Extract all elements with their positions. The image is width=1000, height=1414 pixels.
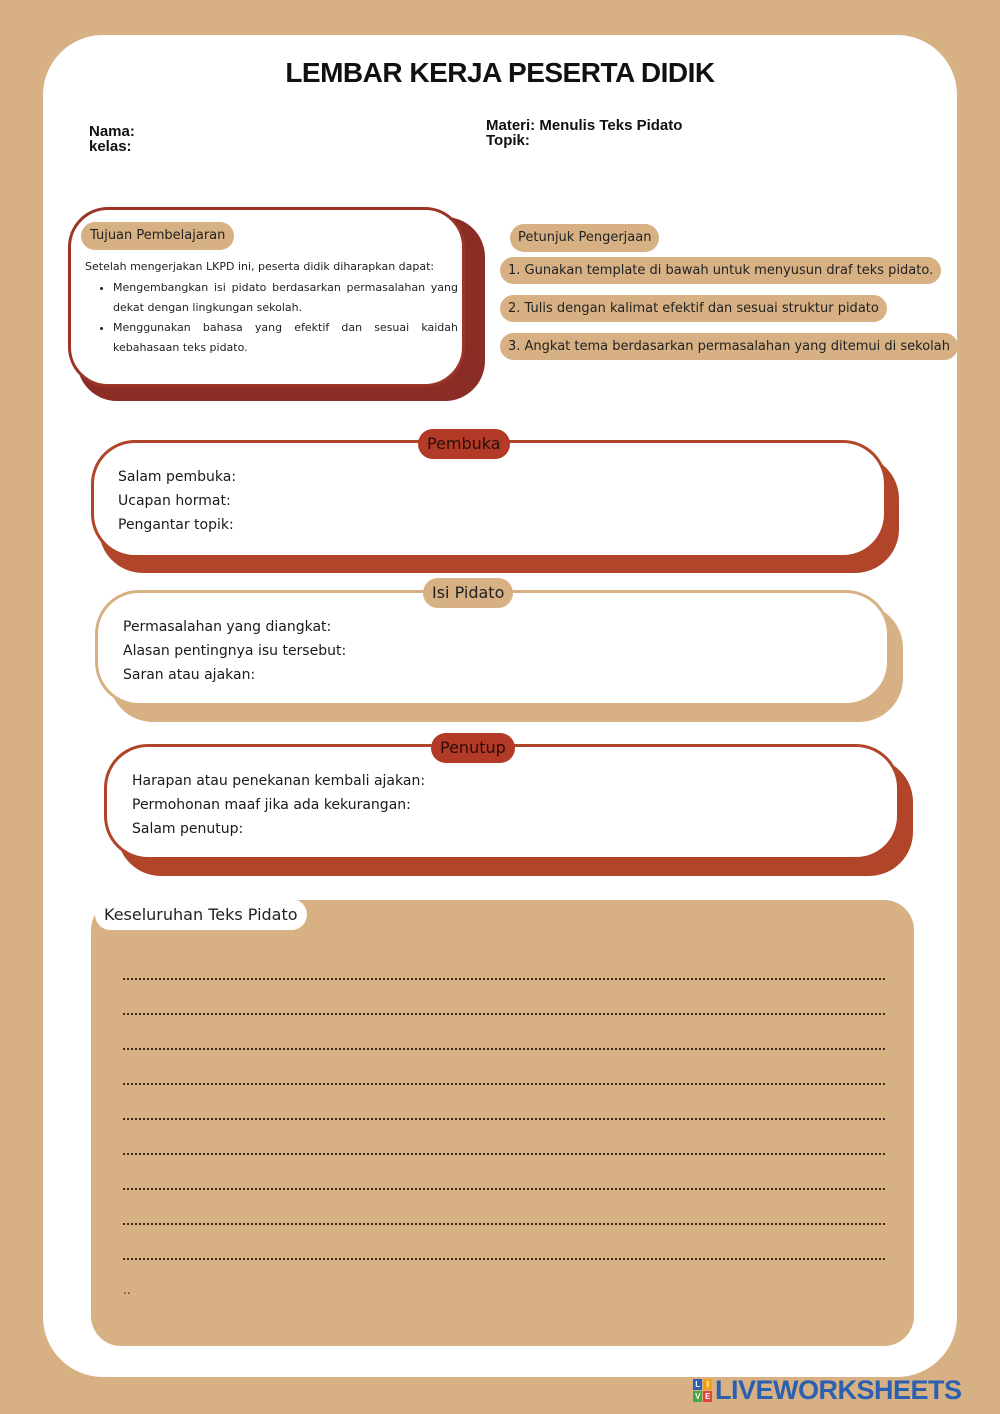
page-title: LEMBAR KERJA PESERTA DIDIK	[285, 57, 715, 88]
petunjuk-item: 3. Angkat tema berdasarkan permasalahan yang ditemui di sekolah	[500, 333, 958, 360]
materi-label: Materi: Menulis Teks Pidato	[486, 117, 683, 134]
pembuka-fields	[118, 465, 236, 537]
writing-line[interactable]	[123, 1223, 885, 1225]
penutup-fields	[132, 769, 425, 841]
trailing-dots: ..	[123, 1283, 131, 1297]
topik-label: Topik:	[486, 132, 530, 149]
worksheet-page	[43, 35, 957, 1377]
list-item: • Menggunakan bahasa yang efektif dan sesuai kaidah kebahasaan teks pidato.	[113, 318, 458, 358]
alasan-label: Alasan pentingnya isu tersebut:	[123, 643, 347, 659]
tujuan-list	[101, 278, 458, 358]
salam-pembuka-label: Salam pembuka:	[118, 469, 237, 485]
permasalahan-label: Permasalahan yang diangkat:	[123, 619, 332, 635]
writing-line[interactable]	[123, 1188, 885, 1190]
liveworksheets-icon	[693, 1379, 712, 1402]
pengantar-topik-label: Pengantar topik:	[118, 517, 234, 533]
petunjuk-item: 1. Gunakan template di bawah untuk menyusun draf teks pidato.	[500, 257, 941, 284]
keseluruhan-tag: Keseluruhan Teks Pidato	[95, 899, 307, 930]
writing-line[interactable]	[123, 1013, 885, 1015]
writing-line[interactable]	[123, 1258, 885, 1260]
isi-tag: Isi Pidato	[423, 578, 513, 608]
material-info	[486, 118, 682, 148]
nama-label: Nama:	[89, 123, 135, 140]
writing-line[interactable]	[123, 978, 885, 980]
penutup-tag: Penutup	[431, 733, 515, 763]
tujuan-intro: Setelah mengerjakan LKPD ini, peserta didik diharapkan dapat:	[85, 260, 435, 273]
logo-letter: E	[703, 1391, 712, 1402]
isi-fields	[123, 615, 346, 687]
logo-letter: V	[693, 1391, 702, 1402]
keseluruhan-box	[91, 900, 914, 1346]
saran-label: Saran atau ajakan:	[123, 667, 256, 683]
tujuan-card	[68, 207, 465, 387]
permohonan-maaf-label: Permohonan maaf jika ada kekurangan:	[132, 797, 411, 813]
brand-name: LIVEWORKSHEETS	[715, 1374, 962, 1405]
writing-line[interactable]	[123, 1083, 885, 1085]
liveworksheets-logo[interactable]	[693, 1374, 962, 1405]
student-identity	[89, 124, 135, 154]
list-item: • Mengembangkan isi pidato berdasarkan permasalahan yang dekat dengan lingkungan sekolah.	[113, 278, 458, 318]
writing-line[interactable]	[123, 1048, 885, 1050]
logo-letter: L	[693, 1379, 702, 1390]
ucapan-hormat-label: Ucapan hormat:	[118, 493, 231, 509]
tujuan-tag: Tujuan Pembelajaran	[81, 222, 234, 250]
petunjuk-item: 2. Tulis dengan kalimat efektif dan sesuai struktur pidato	[500, 295, 887, 322]
petunjuk-tag: Petunjuk Pengerjaan	[510, 224, 659, 252]
kelas-label: kelas:	[89, 138, 132, 155]
writing-line[interactable]	[123, 1118, 885, 1120]
writing-line[interactable]	[123, 1153, 885, 1155]
harapan-label: Harapan atau penekanan kembali ajakan:	[132, 773, 426, 789]
logo-letter: I	[703, 1379, 712, 1390]
salam-penutup-label: Salam penutup:	[132, 821, 244, 837]
pembuka-tag: Pembuka	[418, 429, 510, 459]
